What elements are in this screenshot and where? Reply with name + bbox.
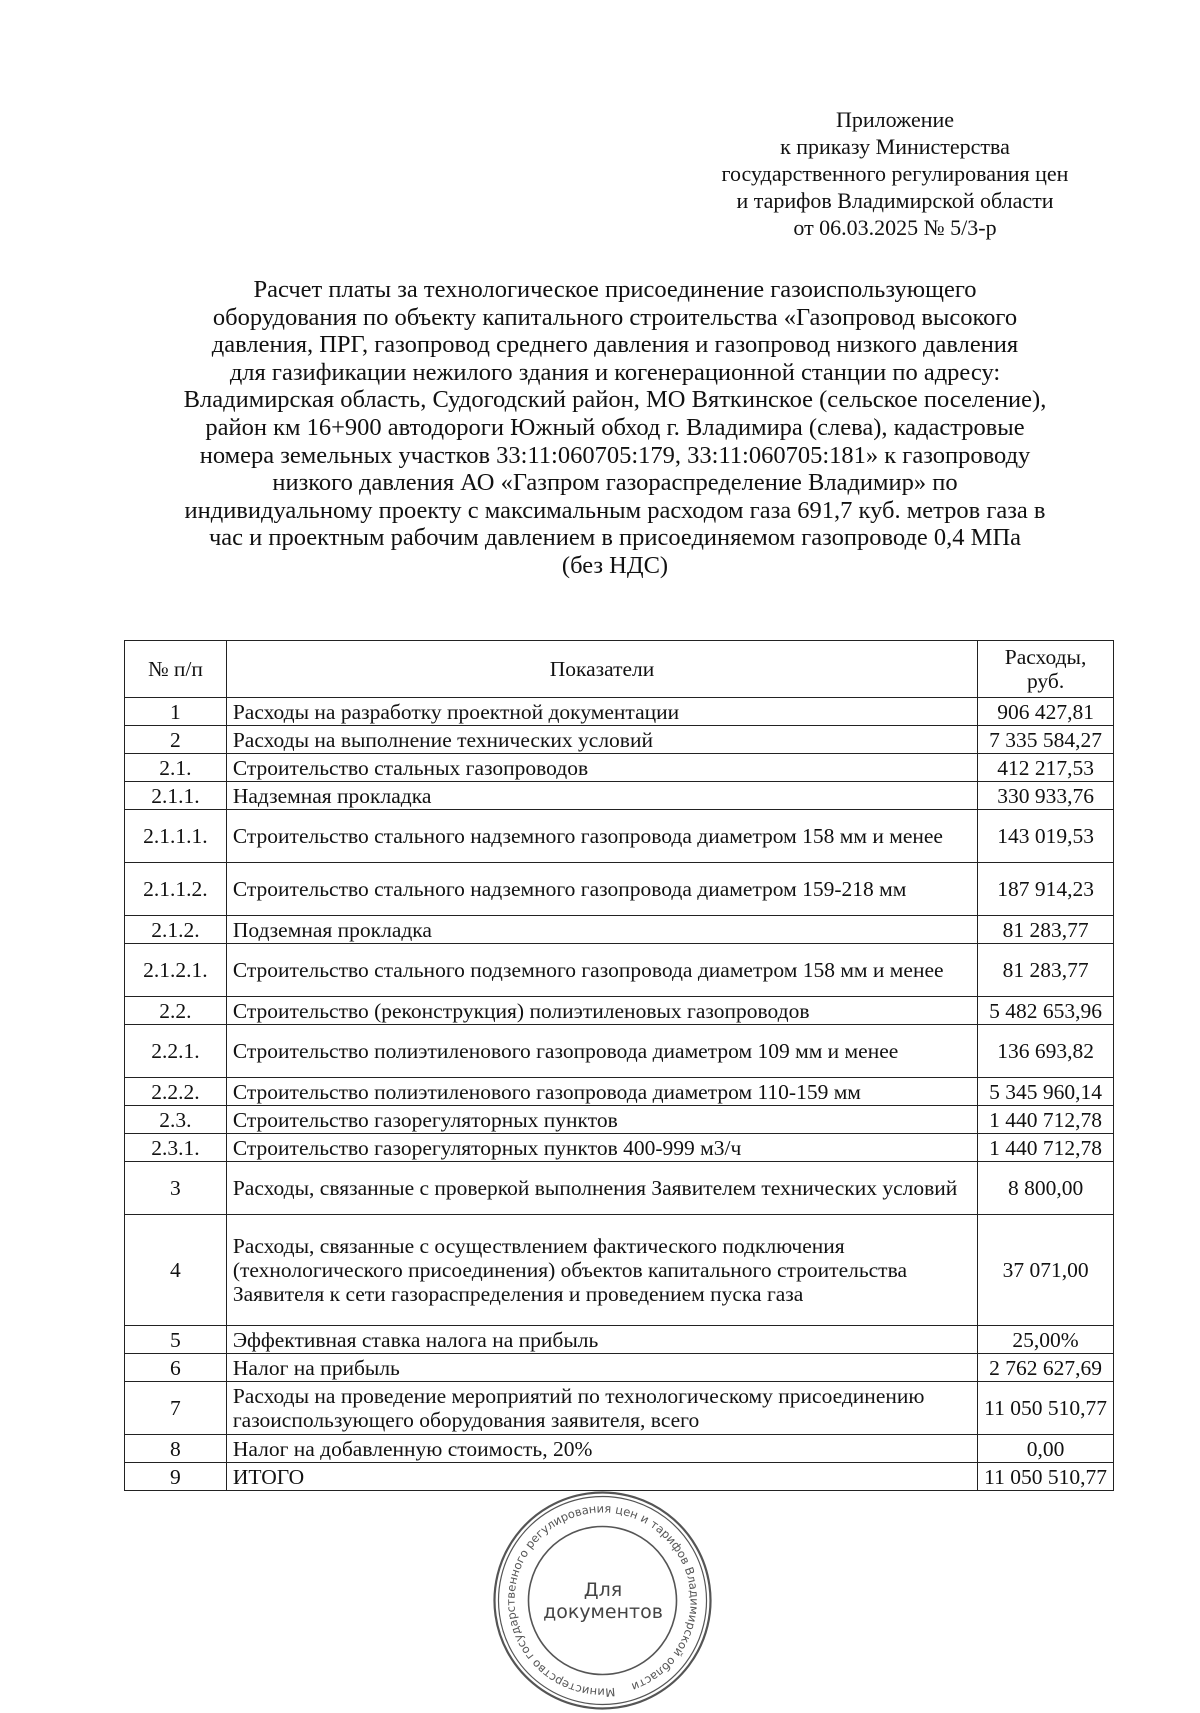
appendix-line: к приказу Министерства xyxy=(780,134,1010,159)
row-num: 2 xyxy=(125,726,227,754)
stamp-center-line2: документов xyxy=(543,1601,663,1623)
row-num: 1 xyxy=(125,698,227,726)
title-line: индивидуальному проекту с максимальным расходом газа 691,7 куб. метров газа в xyxy=(184,496,1046,524)
table-row xyxy=(125,863,1114,916)
table-row xyxy=(125,1106,1114,1134)
table-row xyxy=(125,1326,1114,1354)
table-row xyxy=(125,1463,1114,1491)
row-num: 2.1.1.2. xyxy=(125,863,227,916)
table-row xyxy=(125,1078,1114,1106)
row-value: 906 427,81 xyxy=(978,698,1114,726)
row-name: Расходы на проведение мероприятий по технологическому присоединению газоиспользующего оборудования заявителя, всего xyxy=(226,1382,977,1435)
row-num: 4 xyxy=(125,1215,227,1326)
row-value: 11 050 510,77 xyxy=(978,1382,1114,1435)
table-row xyxy=(125,1162,1114,1215)
row-value: 5 482 653,96 xyxy=(978,997,1114,1025)
table-row xyxy=(125,698,1114,726)
table-row xyxy=(125,997,1114,1025)
row-num: 8 xyxy=(125,1435,227,1463)
row-name: Строительство стальных газопроводов xyxy=(226,754,977,782)
official-stamp-icon xyxy=(490,1488,715,1713)
row-num: 6 xyxy=(125,1354,227,1382)
row-name: Налог на прибыль xyxy=(226,1354,977,1382)
title-line: Расчет платы за технологическое присоединение газоиспользующего xyxy=(253,276,977,303)
title-line: Владимирская область, Судогодский район, МО Вяткинское (сельское поселение), xyxy=(183,386,1047,414)
row-num: 2.2.2. xyxy=(125,1078,227,1106)
row-name: ИТОГО xyxy=(226,1463,977,1491)
table-header-row xyxy=(125,641,1114,698)
row-value: 7 335 584,27 xyxy=(978,726,1114,754)
costs-table xyxy=(124,640,1114,1491)
row-value: 136 693,82 xyxy=(978,1025,1114,1078)
row-num: 2.3. xyxy=(125,1106,227,1134)
table-row xyxy=(125,1215,1114,1326)
table-row xyxy=(125,754,1114,782)
title-line: номера земельных участков 33:11:060705:179, 33:11:060705:181» к газопроводу xyxy=(199,441,1031,469)
row-name: Строительство газорегуляторных пунктов 400-999 м3/ч xyxy=(226,1134,977,1162)
row-name: Расходы, связанные с проверкой выполнения Заявителем технических условий xyxy=(226,1162,977,1215)
row-name: Налог на добавленную стоимость, 20% xyxy=(226,1435,977,1463)
row-name: Строительство полиэтиленового газопровода диаметром 110-159 мм xyxy=(226,1078,977,1106)
table-row xyxy=(125,944,1114,997)
row-num: 7 xyxy=(125,1382,227,1435)
row-value: 81 283,77 xyxy=(978,944,1114,997)
appendix-line: и тарифов Владимирской области xyxy=(736,188,1054,213)
table-row xyxy=(125,1382,1114,1435)
stamp-ring-text: Министерство государственного регулирования цен и тарифов Владимирской области xyxy=(503,1501,702,1700)
row-num: 2.1.1. xyxy=(125,782,227,810)
title-line: (без НДС) xyxy=(561,551,669,579)
stamp-center-line1: Для xyxy=(583,1579,623,1601)
row-num: 2.3.1. xyxy=(125,1134,227,1162)
row-value: 412 217,53 xyxy=(978,754,1114,782)
row-num: 2.2.1. xyxy=(125,1025,227,1078)
row-name: Расходы на разработку проектной документации xyxy=(226,698,977,726)
title-line: для газификации нежилого здания и когенерационной станции по адресу: xyxy=(229,358,1001,386)
header-name: Показатели xyxy=(226,641,977,698)
row-name: Строительство полиэтиленового газопровода диаметром 109 мм и менее xyxy=(226,1025,977,1078)
header-num: № п/п xyxy=(125,641,227,698)
table-row xyxy=(125,916,1114,944)
title-line: район км 16+900 автодороги Южный обход г. Владимира (слева), кадастровые xyxy=(205,413,1025,441)
row-name: Расходы, связанные с осуществлением фактического подключения (технологического присоединения) объектов капитального строительства Заявителя к сети газораспределения и проведением пуска газа xyxy=(226,1215,977,1326)
appendix-header xyxy=(690,106,1100,241)
table-row xyxy=(125,810,1114,863)
appendix-line: Приложение xyxy=(835,107,955,132)
row-value: 81 283,77 xyxy=(978,916,1114,944)
row-num: 2.1.2.1. xyxy=(125,944,227,997)
table-row xyxy=(125,726,1114,754)
title-line: давления, ПРГ, газопровод среднего давления и газопровод низкого давления xyxy=(211,331,1019,359)
row-value: 1 440 712,78 xyxy=(978,1106,1114,1134)
row-value: 8 800,00 xyxy=(978,1162,1114,1215)
row-num: 2.1.2. xyxy=(125,916,227,944)
row-num: 2.1. xyxy=(125,754,227,782)
row-num: 2.1.1.1. xyxy=(125,810,227,863)
row-name: Строительство газорегуляторных пунктов xyxy=(226,1106,977,1134)
header-value: Расходы, руб. xyxy=(978,641,1114,698)
table-row xyxy=(125,782,1114,810)
row-num: 5 xyxy=(125,1326,227,1354)
row-num: 3 xyxy=(125,1162,227,1215)
row-name: Строительство стального надземного газопровода диаметром 158 мм и менее xyxy=(226,810,977,863)
row-value: 5 345 960,14 xyxy=(978,1078,1114,1106)
title-line: оборудования по объекту капитального строительства «Газопровод высокого xyxy=(212,303,1018,331)
row-value: 25,00% xyxy=(978,1326,1114,1354)
row-value: 187 914,23 xyxy=(978,863,1114,916)
row-name: Эффективная ставка налога на прибыль xyxy=(226,1326,977,1354)
row-value: 143 019,53 xyxy=(978,810,1114,863)
row-name: Строительство стального подземного газопровода диаметром 158 мм и менее xyxy=(226,944,977,997)
title-line: низкого давления АО «Газпром газораспределение Владимир» по xyxy=(272,469,958,497)
table-row xyxy=(125,1354,1114,1382)
row-name: Строительство (реконструкция) полиэтиленовых газопроводов xyxy=(226,997,977,1025)
title-line: час и проектным рабочим давлением в присоединяемом газопроводе 0,4 МПа xyxy=(208,524,1022,552)
row-num: 2.2. xyxy=(125,997,227,1025)
row-name: Надземная прокладка xyxy=(226,782,977,810)
table-row xyxy=(125,1435,1114,1463)
appendix-line: от 06.03.2025 № 5/3-р xyxy=(793,215,997,240)
appendix-line: государственного регулирования цен xyxy=(721,161,1069,186)
row-value: 1 440 712,78 xyxy=(978,1134,1114,1162)
document-title xyxy=(120,276,1110,580)
row-name: Строительство стального надземного газопровода диаметром 159-218 мм xyxy=(226,863,977,916)
row-value: 11 050 510,77 xyxy=(978,1463,1114,1491)
row-value: 2 762 627,69 xyxy=(978,1354,1114,1382)
table-row xyxy=(125,1025,1114,1078)
row-name: Расходы на выполнение технических условий xyxy=(226,726,977,754)
row-value: 330 933,76 xyxy=(978,782,1114,810)
row-name: Подземная прокладка xyxy=(226,916,977,944)
row-value: 0,00 xyxy=(978,1435,1114,1463)
row-num: 9 xyxy=(125,1463,227,1491)
row-value: 37 071,00 xyxy=(978,1215,1114,1326)
table-row xyxy=(125,1134,1114,1162)
